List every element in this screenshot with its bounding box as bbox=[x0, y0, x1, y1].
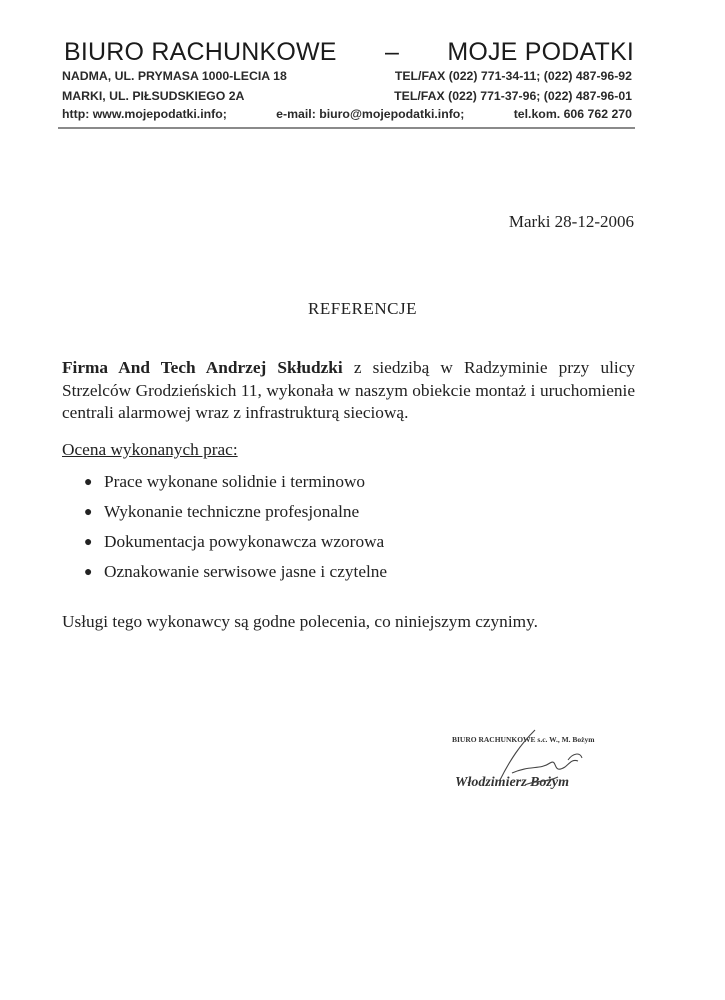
bullet-icon: ● bbox=[84, 535, 93, 550]
list-item: ● Prace wykonane solidnie i terminowo bbox=[84, 472, 387, 502]
stamp-name: Włodzimierz Bożym bbox=[455, 775, 569, 790]
stamp-company: BIURO RACHUNKOWE s.c. W., M. Bożym bbox=[452, 735, 595, 744]
letter-date: Marki 28-12-2006 bbox=[508, 212, 634, 231]
letterhead-line-2 bbox=[62, 89, 632, 103]
letterhead-line-1 bbox=[62, 69, 632, 83]
email: e-mail: biuro@mojepodatki.info; bbox=[276, 107, 465, 121]
website: http: www.mojepodatki.info; bbox=[62, 107, 227, 121]
bullet-icon: ● bbox=[84, 565, 93, 580]
address-marki: MARKI, UL. PIŁSUDSKIEGO 2A bbox=[62, 89, 245, 103]
phone-marki: TEL/FAX (022) 771-37-96; (022) 487-96-01 bbox=[394, 89, 632, 103]
signature-icon bbox=[440, 725, 630, 805]
list-item: ● Wykonanie techniczne profesjonalne bbox=[84, 502, 387, 532]
letterhead-line-3 bbox=[62, 107, 632, 121]
list-item: ● Oznakowanie serwisowe jasne i czytelne bbox=[84, 562, 387, 592]
letterhead-title bbox=[64, 38, 634, 67]
phone-nadma: TEL/FAX (022) 771-34-11; (022) 487-96-92 bbox=[394, 69, 632, 83]
company-name: Firma And Tech Andrzej Skłudzki bbox=[62, 358, 343, 377]
list-item: ● Dokumentacja powykonawcza wzorowa bbox=[84, 532, 387, 562]
bullet-icon: ● bbox=[84, 505, 93, 520]
assessment-list bbox=[84, 472, 387, 592]
document-title: REFERENCJE bbox=[308, 299, 417, 318]
body-text: z siedzibą w Radzyminie przy ulicy Strzelców Grodzieńskich 11, wykonała w naszym obiekcie montaż i uruchomienie centrali alarmowej wraz z infrastrukturą sieciową. bbox=[62, 358, 635, 422]
letterhead-title-left: BIURO RACHUNKOWE bbox=[64, 38, 337, 66]
body-paragraph bbox=[62, 357, 635, 425]
mobile-phone: tel.kom. 606 762 270 bbox=[513, 107, 632, 121]
bullet-icon: ● bbox=[84, 475, 93, 490]
stamp-and-signature bbox=[440, 725, 630, 805]
assessment-heading: Ocena wykonanych prac: bbox=[62, 440, 238, 459]
letterhead-title-dash: – bbox=[384, 38, 400, 66]
address-nadma: NADMA, UL. PRYMASA 1000-LECIA 18 bbox=[62, 69, 287, 83]
letterhead-title-right: MOJE PODATKI bbox=[447, 38, 634, 66]
closing-sentence: Usługi tego wykonawcy są godne polecenia, co niniejszym czynimy. bbox=[62, 612, 538, 631]
letterhead-divider bbox=[58, 127, 635, 129]
